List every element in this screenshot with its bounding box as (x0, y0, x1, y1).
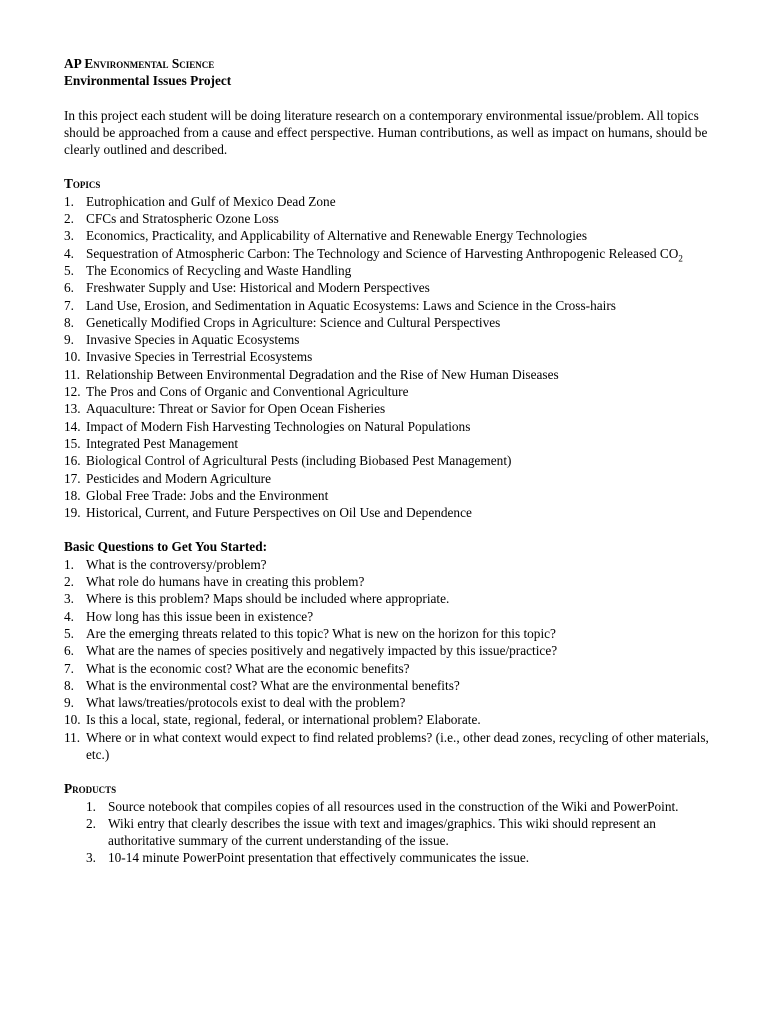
question-item (64, 711, 714, 728)
question-item-text-main: How long has this issue been in existence? (86, 608, 314, 624)
question-item (64, 608, 714, 625)
product-item-text-main: Wiki entry that clearly describes the issue with text and images/graphics. This wiki should represent an authoritative summary of the current understanding of the issue. (108, 815, 656, 849)
question-item-text (86, 556, 714, 573)
topic-item (64, 193, 714, 210)
course-title (64, 55, 714, 72)
topic-item-number: 5. (64, 262, 74, 278)
product-item-number: 2. (86, 815, 96, 831)
topic-item-text-main: Eutrophication and Gulf of Mexico Dead Zone (86, 193, 336, 209)
topic-item-text-main: Biological Control of Agricultural Pests (including Biobased Pest Management) (86, 453, 512, 469)
question-item-text-main: What role do humans have in creating this problem? (86, 574, 365, 590)
question-item-number: 11. (64, 729, 81, 745)
question-item-text (86, 590, 714, 607)
topic-item-text (86, 314, 714, 331)
topic-item-text-main: Impact of Modern Fish Harvesting Technologies on Natural Populations (86, 418, 471, 434)
question-item-text-main: What is the economic cost? What are the economic benefits? (86, 660, 410, 676)
topic-item-text-main: Global Free Trade: Jobs and the Environment (86, 487, 329, 503)
products-list (64, 798, 714, 867)
topic-item (64, 314, 714, 331)
topic-item-text-main: Relationship Between Environmental Degradation and the Rise of New Human Diseases (86, 366, 559, 382)
topics-heading: Topics (64, 176, 101, 192)
topic-item (64, 418, 714, 435)
question-item-text (86, 694, 714, 711)
question-item-number: 3. (64, 591, 74, 607)
topic-item-text (86, 435, 714, 452)
question-item-text-main: What is the environmental cost? What are the environmental benefits? (86, 677, 460, 693)
topic-item-text-main: Integrated Pest Management (86, 435, 239, 451)
topic-item (64, 245, 714, 262)
topic-item-text-main: The Pros and Cons of Organic and Conventional Agriculture (86, 384, 409, 400)
topic-item (64, 470, 714, 487)
product-item-text-main: Source notebook that compiles copies of all resources used in the construction of the Wiki and PowerPoint. (108, 798, 679, 814)
product-item-text (108, 798, 714, 815)
topic-item-text-main: Aquaculture: Threat or Savior for Open Ocean Fisheries (86, 401, 386, 417)
topic-item (64, 331, 714, 348)
products-heading: Products (64, 781, 117, 797)
topic-item-text (86, 227, 714, 244)
topic-item-text-main: Sequestration of Atmospheric Carbon: The Technology and Science of Harvesting Anthropogenic Released CO (86, 245, 679, 261)
document-page (64, 55, 714, 867)
topic-item-number: 12. (64, 384, 81, 400)
product-item (86, 815, 714, 850)
topic-item-number: 14. (64, 418, 81, 434)
product-item (86, 849, 714, 866)
topic-item-text-main: Land Use, Erosion, and Sedimentation in Aquatic Ecosystems: Laws and Science in the Cross-hairs (86, 297, 616, 313)
topic-item-text (86, 504, 714, 521)
question-item-text (86, 677, 714, 694)
question-item-number: 4. (64, 608, 74, 624)
topic-item (64, 435, 714, 452)
question-item-text-main: What are the names of species positively and negatively impacted by this issue/practice? (86, 643, 558, 659)
topic-item-number: 3. (64, 228, 74, 244)
question-item-number: 7. (64, 660, 74, 676)
question-item-number: 8. (64, 677, 74, 693)
topic-item-number: 8. (64, 314, 74, 330)
topic-item (64, 227, 714, 244)
product-item-text-main: 10-14 minute PowerPoint presentation that effectively communicates the issue. (108, 850, 530, 866)
topic-item-text-main: CFCs and Stratospheric Ozone Loss (86, 211, 279, 227)
topic-item-number: 18. (64, 487, 81, 503)
topic-item-number: 10. (64, 349, 81, 365)
topic-item-text (86, 348, 714, 365)
topic-item-text (86, 366, 714, 383)
topic-item (64, 383, 714, 400)
topic-item-text-main: Pesticides and Modern Agriculture (86, 470, 272, 486)
questions-heading: Basic Questions to Get You Started: (64, 539, 268, 555)
topic-item (64, 452, 714, 469)
topic-item-text (86, 193, 714, 210)
topic-item-text (86, 245, 714, 262)
course-prefix: AP (64, 56, 81, 71)
topic-item-subscript: 2 (678, 253, 683, 264)
topic-item-text (86, 279, 714, 296)
topic-item-text-main: Economics, Practicality, and Applicability of Alternative and Renewable Energy Technologies (86, 228, 588, 244)
topic-item-number: 9. (64, 332, 74, 348)
topic-item-text (86, 487, 714, 504)
question-item-text (86, 573, 714, 590)
topic-item-text (86, 297, 714, 314)
product-item-number: 1. (86, 798, 96, 814)
topic-item-number: 7. (64, 297, 74, 313)
question-item-text-main: Where is this problem? Maps should be included where appropriate. (86, 591, 450, 607)
question-item-text-main: What laws/treaties/protocols exist to deal with the problem? (86, 695, 406, 711)
question-item-text (86, 729, 714, 764)
topic-item (64, 348, 714, 365)
question-item-number: 2. (64, 574, 74, 590)
topic-item-text-main: Historical, Current, and Future Perspectives on Oil Use and Dependence (86, 505, 472, 521)
question-item-text-main: Where or in what context would expect to find related problems? (i.e., other dead zones, recycling of other materials, etc.) (86, 729, 709, 762)
question-item-text-main: Is this a local, state, regional, federal, or international problem? Elaborate. (86, 712, 481, 728)
product-item (86, 798, 714, 815)
topic-item-text (86, 331, 714, 348)
question-item-number: 1. (64, 556, 74, 572)
topic-item-number: 16. (64, 453, 81, 469)
question-item-number: 10. (64, 712, 81, 728)
topic-item-text (86, 383, 714, 400)
product-item-text (108, 815, 714, 850)
topic-item-text (86, 262, 714, 279)
question-item-text (86, 625, 714, 642)
topic-item-number: 11. (64, 366, 81, 382)
intro-paragraph: In this project each student will be doing literature research on a contemporary environmental issue/problem. All topics should be approached from a cause and effect perspective. Human contributions, as well as impact on humans, should be clearly outlined and described. (64, 107, 708, 158)
topic-item-text (86, 400, 714, 417)
project-title: Environmental Issues Project (64, 73, 232, 89)
course-name: Environmental Science (84, 56, 215, 71)
questions-list (64, 556, 714, 764)
topic-item-number: 6. (64, 280, 74, 296)
topic-item (64, 262, 714, 279)
topic-item-number: 15. (64, 435, 81, 451)
topic-item (64, 297, 714, 314)
topics-list (64, 193, 714, 522)
topic-item-number: 4. (64, 245, 74, 261)
topic-item-text-main: Freshwater Supply and Use: Historical and Modern Perspectives (86, 280, 430, 296)
product-item-text (108, 849, 714, 866)
topic-item (64, 366, 714, 383)
question-item-text-main: What is the controversy/problem? (86, 556, 267, 572)
question-item (64, 729, 714, 764)
topic-item (64, 210, 714, 227)
topic-item-number: 13. (64, 401, 81, 417)
topic-item-number: 1. (64, 193, 74, 209)
topic-item-text-main: The Economics of Recycling and Waste Handling (86, 262, 352, 278)
question-item (64, 590, 714, 607)
question-item-number: 6. (64, 643, 74, 659)
question-item-text (86, 642, 714, 659)
question-item-number: 9. (64, 695, 74, 711)
product-item-number: 3. (86, 850, 96, 866)
topic-item (64, 400, 714, 417)
topic-item-number: 17. (64, 470, 81, 486)
question-item (64, 694, 714, 711)
topic-item-text-main: Invasive Species in Aquatic Ecosystems (86, 332, 300, 348)
topic-item-number: 2. (64, 211, 74, 227)
topic-item-text-main: Invasive Species in Terrestrial Ecosystems (86, 349, 313, 365)
topic-item-text (86, 210, 714, 227)
topic-item-text (86, 452, 714, 469)
topic-item (64, 504, 714, 521)
question-item (64, 677, 714, 694)
question-item-text (86, 660, 714, 677)
question-item (64, 556, 714, 573)
question-item (64, 660, 714, 677)
topic-item-text-main: Genetically Modified Crops in Agriculture: Science and Cultural Perspectives (86, 314, 501, 330)
question-item-text (86, 608, 714, 625)
topic-item-text (86, 470, 714, 487)
question-item-text (86, 711, 714, 728)
question-item (64, 625, 714, 642)
topic-item (64, 279, 714, 296)
question-item-number: 5. (64, 625, 74, 641)
topic-item-text (86, 418, 714, 435)
question-item (64, 573, 714, 590)
topic-item (64, 487, 714, 504)
question-item-text-main: Are the emerging threats related to this topic? What is new on the horizon for this topic? (86, 625, 556, 641)
topic-item-number: 19. (64, 505, 81, 521)
question-item (64, 642, 714, 659)
